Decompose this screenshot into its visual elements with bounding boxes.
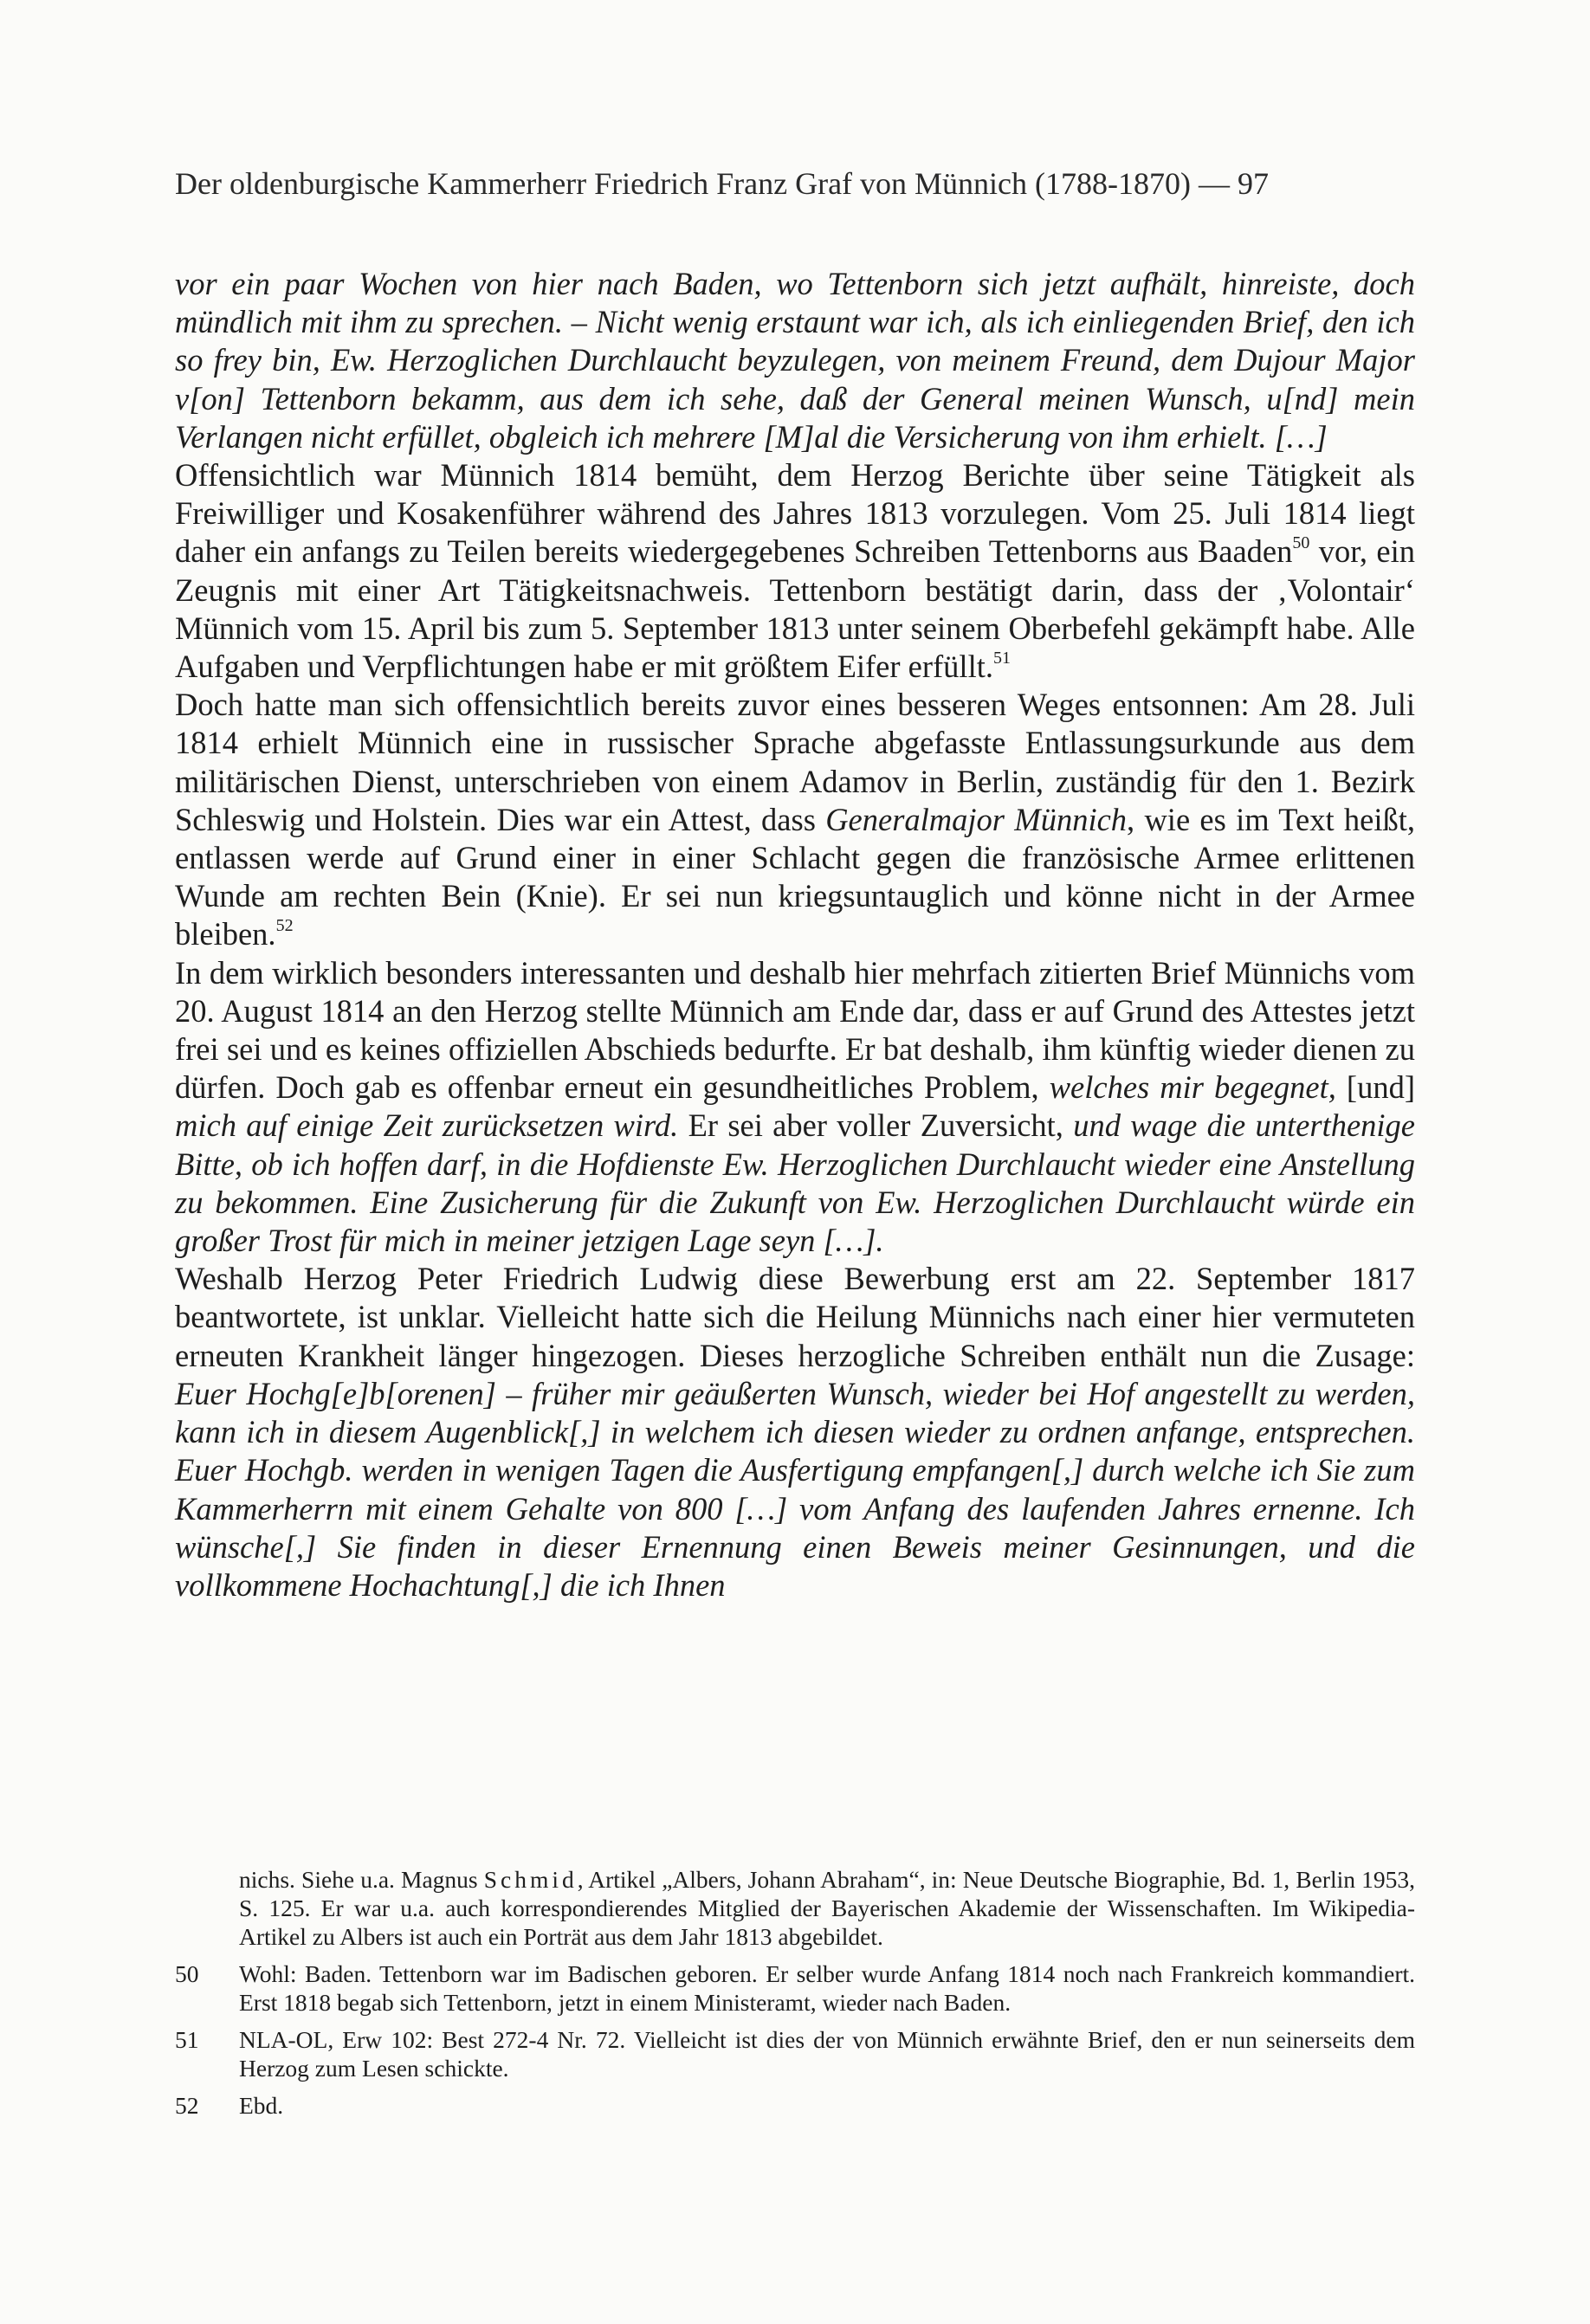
footnote-text	[175, 1865, 1415, 1951]
text-run: Offensichtlich war Münnich 1814 bemüht, dem Herzog Berichte über seine Tätigkeit als Freiwilliger und Kosakenführer während des Jahres 1813 vorzulegen. Vom 25. Juli 1814 liegt daher ein anfangs zu Teilen bereits wiedergegebenes Schreiben Tettenborns aus Baaden	[175, 457, 1415, 570]
footnote-text	[239, 1959, 1415, 2017]
footnote-ref: 51	[992, 649, 1011, 668]
italic-text: mich auf einige Zeit zurücksetzen wird.	[175, 1107, 679, 1144]
italic-text: vor ein paar Wochen von hier nach Baden, wo Tettenborn sich jetzt aufhält, hinreiste, doch mündlich mit ihm zu sprechen. – Nicht wenig erstaunt war ich, als ich einliegenden Brief, den ich so frey bin, Ew. Herzoglichen Durchlaucht beyzulegen, von meinem Freund, dem Dujour Major v[on] Tettenborn bekamm, aus dem ich sehe, daß der General meinen Wunsch, u[nd] mein Verlangen nicht erfüllet, obgleich ich mehrere [M]al die Versicherung von ihm erhielt. […]	[175, 266, 1415, 455]
text-run: nichs. Siehe u.a. Magnus	[239, 1866, 484, 1893]
italic-text: Euer Hochg[e]b[orenen] – früher mir geäußerten Wunsch, wieder bei Hof angestellt zu werden, kann ich in diesem Augenblick[,] in welchem ich diesen wieder zu ordnen anfange, entsprechen. Euer Hochgb. werden in wenigen Tagen die Ausfertigung empfangen[,] durch welche ich Sie zum Kammerherrn mit einem Gehalte von 800 […] vom Anfang des laufenden Jahres ernenne. Ich wünsche[,] Sie finden in dieser Ernennung einen Beweis meiner Gesinnungen, und die vollkommene Hochachtung[,] die ich Ihnen	[175, 1375, 1415, 1603]
footnote-text	[239, 2025, 1415, 2082]
italic-text: und wage die unterthenige Bitte, ob ich hoffen darf, in die Hofdienste Ew. Herzoglichen Durchlaucht wieder eine Anstellung zu bekommen. Eine Zusicherung für die Zukunft von Ew. Herzoglichen Durchlaucht würde ein großer Trost für mich in meiner jetzigen Lage seyn […].	[175, 1107, 1415, 1259]
text-run: , wie es im Text heißt, entlassen werde auf Grund einer in einer Schlacht gegen die französische Armee erlittenen Wunde am rechten Bein (Knie). Er sei nun kriegsuntauglich und könne nicht in der Armee bleiben.	[175, 801, 1415, 952]
text-run: NLA-OL, Erw 102: Best 272-4 Nr. 72. Vielleicht ist dies der von Münnich erwähnte Brief, den er nun seinerseits dem Herzog zum Lesen schickte.	[239, 2026, 1415, 2082]
text-run: vor, ein Zeugnis mit einer Art Tätigkeitsnachweis. Tettenborn bestätigt darin, dass der ‚Volontair‘ Münnich vom 15. April bis zum 5. September 1813 unter seinem Oberbefehl gekämpft habe. Alle Aufgaben und Verpflichtungen habe er mit größtem Eifer erfüllt.	[175, 533, 1415, 685]
footnote-number: 50	[175, 1960, 199, 1987]
footnote-number: 52	[175, 2092, 199, 2119]
footnote	[175, 2091, 1415, 2120]
text-run: [und]	[1335, 1069, 1415, 1106]
footnote-number: 51	[175, 2026, 199, 2053]
paragraph	[175, 954, 1415, 1261]
running-header: Der oldenburgische Kammerherr Friedrich Franz Graf von Münnich (1788-1870) — 97	[175, 166, 1269, 201]
text-run: Er sei aber voller Zuversicht,	[678, 1107, 1074, 1144]
footnote-ref: 50	[1292, 533, 1310, 553]
paragraph	[175, 456, 1415, 686]
italic-text: welches mir begegnet,	[1049, 1069, 1336, 1106]
text-run: Doch hatte man sich offensichtlich bereits zuvor eines besseren Weges entsonnen: Am 28. Juli 1814 erhielt Münnich eine in russischer Sprache abgefasste Entlassungsurkunde aus dem militärischen Dienst, unterschrieben von einem Adamov in Berlin, zuständig für den 1. Bezirk Schleswig und Holstein. Dies war ein Attest, dass	[175, 687, 1415, 837]
text-run: In dem wirklich besonders interessanten und deshalb hier mehrfach zitierten Brief Münnichs vom 20. August 1814 an den Herzog stellte Münnich am Ende dar, dass er auf Grund des Attestes jetzt frei sei und es keines offiziellen Abschieds bedurfte. Er bat deshalb, ihm künftig wieder dienen zu dürfen. Doch gab es offenbar erneut ein gesundheitliches Problem,	[175, 954, 1415, 1106]
text-run: Ebd.	[239, 2092, 284, 2119]
text-run: Weshalb Herzog Peter Friedrich Ludwig diese Bewerbung erst am 22. September 1817 beantwortete, ist unklar. Vielleicht hatte sich die Heilung Münnichs nach einer hier vermuteten erneuten Krankheit länger hingezogen. Dieses herzogliche Schreiben enthält nun die Zusage:	[175, 1261, 1415, 1373]
main-text	[175, 265, 1415, 1604]
italic-text: Generalmajor Münnich	[825, 801, 1128, 837]
paragraph	[175, 265, 1415, 456]
text-run: Wohl: Baden. Tettenborn war im Badischen geboren. Er selber wurde Anfang 1814 noch nach Frankreich kommandiert. Erst 1818 begab sich Tettenborn, jetzt in einem Ministeramt, wieder nach Baden.	[239, 1960, 1415, 2016]
footnote-text	[239, 2091, 1415, 2120]
text-run: Schmid	[483, 1866, 578, 1893]
footnote	[175, 1865, 1415, 1951]
footnote	[175, 2025, 1415, 2082]
footnotes	[175, 1865, 1415, 2128]
footnote	[175, 1959, 1415, 2017]
text-run: , Artikel „Albers, Johann Abraham“, in: Neue Deutsche Biographie, Bd. 1, Berlin 1953, S. 125. Er war u.a. auch korrespondierendes Mitglied der Bayerischen Akademie der Wissenschaften. Im Wikipedia-Artikel zu Albers ist auch ein Porträt aus dem Jahr 1813 abgebildet.	[239, 1866, 1415, 1950]
footnote-ref: 52	[275, 916, 294, 936]
paragraph	[175, 1260, 1415, 1604]
paragraph	[175, 686, 1415, 953]
